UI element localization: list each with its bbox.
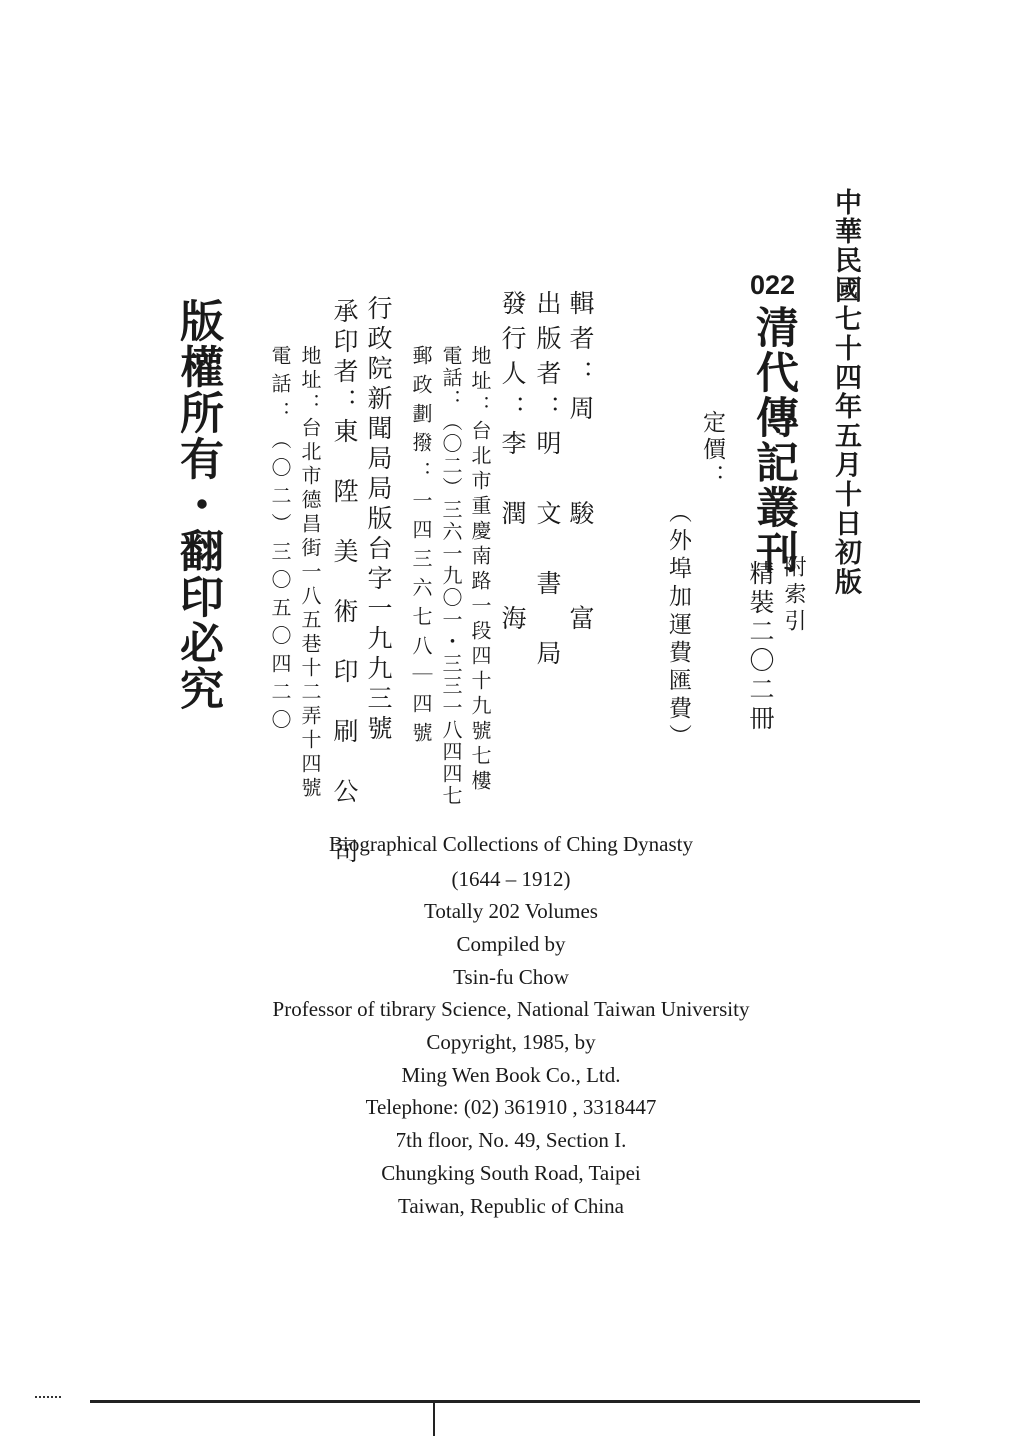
english-telephone: Telephone: (02) 361910 , 3318447 <box>365 1095 657 1119</box>
english-compiler: Tsin-fu Chow <box>453 965 569 989</box>
english-address-line1: 7th floor, No. 49, Section I. <box>395 1128 627 1152</box>
binding-volumes: 精裝二〇二冊 <box>746 560 775 734</box>
registration-number: 行政院新聞局局版台字一九九三號 <box>364 295 393 745</box>
english-publisher: Ming Wen Book Co., Ltd. <box>401 1063 621 1087</box>
english-compiled-by: Compiled by <box>456 932 566 956</box>
edition-date: 中華民國七十四年五月十日初版 <box>830 188 861 597</box>
english-title: Biographical Collections of Ching Dynasty <box>329 832 693 856</box>
english-volumes: Totally 202 Volumes <box>424 899 598 923</box>
english-address-line3: Taiwan, Republic of China <box>398 1194 624 1218</box>
bottom-rule <box>90 1400 920 1403</box>
editor: 輯者：周 駿 富 <box>566 290 595 640</box>
issuer: 發行人：李 潤 海 <box>498 290 527 640</box>
publisher-address: 地址：台北市重慶南路一段四十九號七樓 <box>468 345 492 795</box>
price-label: 定價： <box>699 410 725 491</box>
series-title: 清代傳記叢刊 <box>749 305 799 575</box>
publisher-phone: 電話：（〇二）三六一九〇一・三三一八四四七 <box>439 345 463 807</box>
printer-phone: 電話：（〇二）三〇五〇四二〇 <box>268 345 292 737</box>
price-note: （外埠加運費匯費） <box>665 500 691 752</box>
copyright-notice: 版權所有・翻印必究 <box>172 298 223 712</box>
english-address-line2: Chungking South Road, Taipei <box>381 1161 641 1185</box>
index-note: 附索引 <box>781 555 806 636</box>
printer: 承印者：東 陞 美 術 印 刷 公 司 <box>330 298 359 868</box>
postal-account: 郵政劃撥：一四三六七八｜四號 <box>409 345 433 751</box>
english-affiliation: Professor of tibrary Science, National Taiwan University <box>272 997 750 1021</box>
bottom-tick <box>433 1402 435 1436</box>
series-number: 022 <box>750 270 796 300</box>
english-years: (1644 – 1912) <box>451 867 571 891</box>
printer-address: 地址：台北市德昌街一八五巷十二弄十四號 <box>298 345 322 801</box>
english-copyright: Copyright, 1985, by <box>426 1030 596 1054</box>
scan-dash-mark <box>35 1396 61 1398</box>
publisher: 出版者：明 文 書 局 <box>533 290 562 675</box>
